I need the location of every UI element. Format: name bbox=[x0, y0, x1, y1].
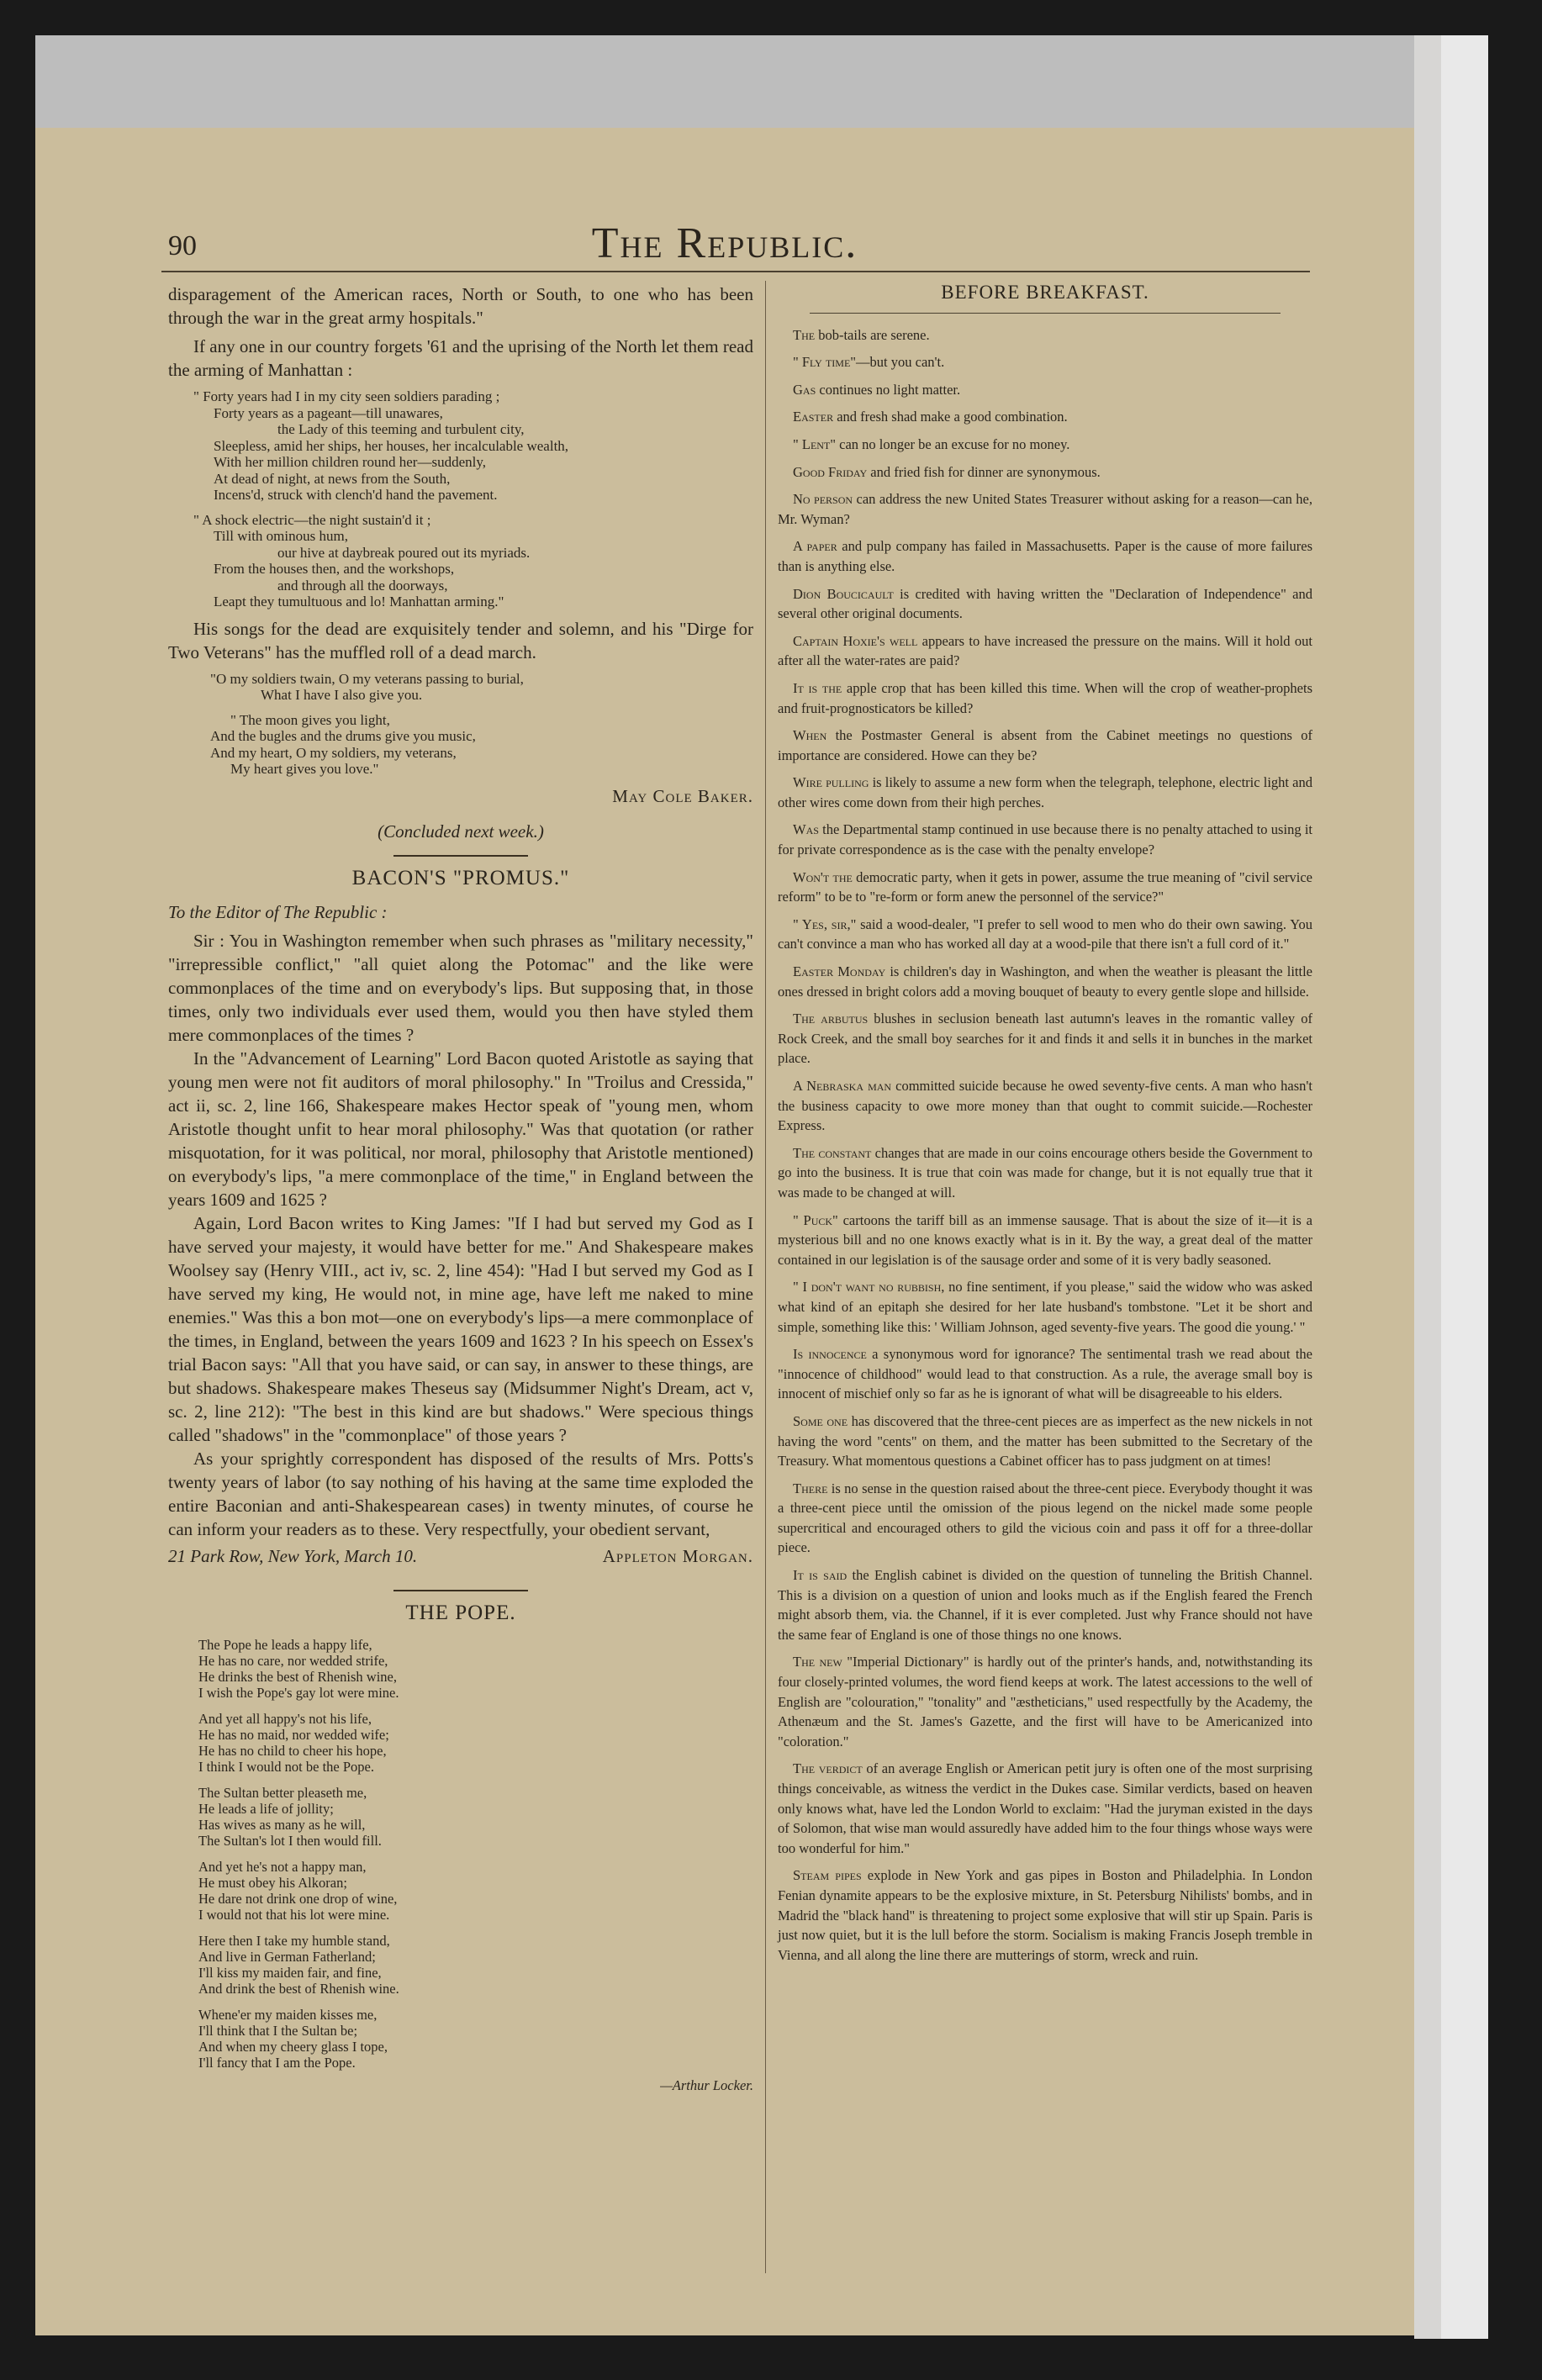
paragraph-item bbox=[778, 1344, 1312, 1404]
item-text: of an average English or American petit jury is often one of the most surprising things conceivable, as witness the verdict in the Dukes case. Similar verdicts, based on heaven only knows what, have led the London World to exclaim: "Had the juryman existed in the days of Solomon, that wise man would assuredly have added him to the four things whose ways were too wonderful for him." bbox=[778, 1760, 1312, 1856]
poem-line: And yet all happy's not his life, bbox=[198, 1710, 372, 1727]
signature: Appleton Morgan. bbox=[602, 1545, 753, 1566]
paragraph-list bbox=[778, 325, 1312, 1966]
poem-stanza bbox=[198, 1637, 753, 1701]
item-text: —but you can't. bbox=[856, 354, 945, 371]
poem-line: I wish the Pope's gay lot were mine. bbox=[198, 1684, 399, 1701]
poem-line: He has no maid, nor wedded wife; bbox=[198, 1726, 389, 1743]
lead-in: A paper bbox=[793, 538, 837, 555]
lead-in: Wire pulling bbox=[793, 774, 869, 791]
lead-in: " Yes, sir," bbox=[793, 916, 857, 932]
poem-line: our hive at daybreak poured out its myriads. bbox=[277, 544, 531, 561]
scan-border-top bbox=[35, 35, 1476, 128]
lead-in: Is innocence bbox=[793, 1346, 867, 1363]
paragraph-item bbox=[778, 325, 1312, 346]
poem-line: What I have I also give you. bbox=[261, 687, 423, 703]
lead-in: Easter Monday bbox=[793, 963, 886, 980]
poem-stanza bbox=[198, 1785, 753, 1849]
poem-stanza bbox=[198, 1711, 753, 1775]
scan-border-right-inner bbox=[1414, 35, 1441, 2339]
article-heading: THE POPE. bbox=[405, 1601, 516, 1624]
poem-line: At dead of night, at news from the South, bbox=[214, 470, 451, 487]
paragraph-item bbox=[778, 773, 1312, 812]
lead-in: Captain Hoxie's well bbox=[793, 632, 918, 649]
item-text: democratic party, when it gets in power, assume the true meaning of "civil service reform" to be to "re-form or form anew the personnel of the service?" bbox=[778, 868, 1312, 905]
poem-line: Incens'd, struck with clench'd hand the pavement. bbox=[214, 487, 498, 503]
item-text: appears to have increased the pressure on the mains. Will it hold out after all the water-rates are paid? bbox=[778, 632, 1312, 669]
lead-in: There bbox=[793, 1480, 828, 1496]
paragraph-item bbox=[778, 584, 1312, 624]
lead-in: Won't the bbox=[793, 868, 853, 885]
left-column bbox=[168, 282, 753, 2098]
item-text: no fine sentiment, if you please," said the widow who was asked what kind of an epitaph she desired for her late husband's tombstone. "Let it be short and simple, something like this: ' William Johnson, aged seventy-five years. The good die young.' " bbox=[778, 1279, 1312, 1335]
paragraph-item bbox=[778, 1143, 1312, 1203]
poem-line: I'll think that I the Sultan be; bbox=[198, 2022, 358, 2039]
item-text: and fresh shad make a good combination. bbox=[833, 409, 1068, 425]
paragraph-item bbox=[778, 1479, 1312, 1558]
item-text: can address the new United States Treasurer without asking for a reason—can he, Mr. Wyman? bbox=[778, 491, 1312, 527]
paragraph-item bbox=[778, 1412, 1312, 1471]
lead-in: No person bbox=[793, 491, 853, 508]
item-text: the Departmental stamp continued in use because there is no penalty attached to using it for private correspondence as is the case with the penalty envelope? bbox=[778, 821, 1312, 858]
poem-line: He dare not drink one drop of wine, bbox=[198, 1890, 398, 1907]
paragraph: Again, Lord Bacon writes to King James: "If I had but served my God as I have served your majesty, it would have better for me." And Shakespeare makes Woolsey say (Henry VIII., act iv, sc. 2, line 454): "Had I but served my God as I have served my king, He would not, in mine age, have left me naked to mine enemies." Was this a bon mot—one on everybody's lips—a mere commonplace of the times, in England, between the years 1609 and 1623 ? In his speech on Essex's trial Bacon says: "All that you have said, or can say, in answer to these things, are but shadows. Shakespeare makes Theseus say (Midsummer Night's Dream, act v, sc. 2, line 212): "The best in this kind are but shadows." Were specious things called "shadows" in the "commonplace" of those years ? bbox=[168, 1212, 753, 1445]
poem-line: And the bugles and the drums give you music, bbox=[210, 728, 476, 744]
poem-line: Sleepless, amid her ships, her houses, her incalculable wealth, bbox=[214, 437, 569, 454]
paragraph-item bbox=[778, 678, 1312, 718]
poem-line: And yet he's not a happy man, bbox=[198, 1858, 367, 1875]
item-text: "Imperial Dictionary" is hardly out of the printer's hands, and, notwithstanding its four closely-printed volumes, the word fiend keeps at work. The latest accessions to the well of English are "colouration," "tonality" and "æstheticians," used respectfully by the Academy, the Athenæum and the St. James's Gazette, and the first will have to be Americanized into "coloration." bbox=[778, 1654, 1312, 1749]
paragraph-item bbox=[778, 631, 1312, 671]
poem-line: I think I would not be the Pope. bbox=[198, 1758, 374, 1775]
paragraph-item bbox=[778, 820, 1312, 859]
item-text: is credited with having written the "Declaration of Independence" and several other original documents. bbox=[778, 585, 1312, 622]
newspaper-page bbox=[35, 128, 1414, 2335]
paragraph-item bbox=[778, 1211, 1312, 1270]
paragraph-item bbox=[778, 352, 1312, 372]
header-rule bbox=[161, 271, 1310, 272]
right-column bbox=[778, 279, 1312, 1972]
poem-line: He has no child to cheer his hope, bbox=[198, 1742, 387, 1759]
poem-author: —Arthur Locker. bbox=[660, 2077, 753, 2093]
poem-line: Whene'er my maiden kisses me, bbox=[198, 2006, 378, 2023]
lead-in: " Lent" bbox=[793, 435, 837, 452]
poem-excerpt bbox=[210, 671, 753, 778]
poem-stanza bbox=[198, 2007, 753, 2071]
item-text: said a wood-dealer, "I prefer to sell wood to men who do their own sawing. You can't convince a man who has worked all day at a wood-pile that there isn't a full cord of it." bbox=[778, 916, 1312, 953]
lead-in: The constant bbox=[793, 1144, 872, 1161]
item-text: the English cabinet is divided on the question of tunneling the British Channel. This is a division on a question of union and looks much as if the English feared the French might absorb them, via. the Channel, if it is ever completed. Just why France should not have the same fear of England is one of those things no one knows. bbox=[778, 1567, 1312, 1643]
paragraph-item bbox=[778, 1652, 1312, 1751]
lead-in: Dion Boucicault bbox=[793, 585, 894, 602]
poem-line: He leads a life of jollity; bbox=[198, 1800, 334, 1817]
intro-text: disparagement of the American races, North or South, to one who has been through the war in the great army hospitals." bbox=[168, 284, 753, 328]
column-heading: BEFORE BREAKFAST. bbox=[941, 282, 1149, 303]
item-text: continues no light matter. bbox=[816, 381, 961, 398]
paragraph-item bbox=[778, 1076, 1312, 1136]
paragraph: If any one in our country forgets '61 and the uprising of the North let them read the arming of Manhattan : bbox=[168, 336, 753, 380]
poem-line: He has no care, nor wedded strife, bbox=[198, 1652, 388, 1669]
heading-rule bbox=[810, 313, 1281, 314]
separator-rule bbox=[393, 1590, 528, 1591]
paragraph-item bbox=[778, 489, 1312, 529]
poem-excerpt bbox=[193, 388, 753, 610]
item-text: cartoons the tariff bill as an immense sausage. That is about the size of it—it is a mysterious bill and no one knows exactly what is in it. By the way, a great deal of the matter contained in our legislation is of the sausage order and some of it is very badly seasoned. bbox=[778, 1211, 1312, 1268]
lead-in: Steam pipes bbox=[793, 1867, 862, 1884]
paragraph-item bbox=[778, 1277, 1312, 1337]
lead-in: The verdict bbox=[793, 1760, 863, 1777]
poem-line: " The moon gives you light, bbox=[230, 711, 390, 728]
poem-line: Till with ominous hum, bbox=[214, 528, 348, 544]
poem-line: I'll fancy that I am the Pope. bbox=[198, 2054, 356, 2071]
lead-in: Gas bbox=[793, 381, 816, 398]
paragraph: As your sprightly correspondent has disposed of the results of Mrs. Potts's twenty years of labor (to say nothing of his having at the same time exploded the entire Baconian and anti-Shakespearean cases) in twenty minutes, of course he can inform your readers as to these. Very respectfully, your obedient servant, bbox=[168, 1448, 753, 1539]
paragraph-item bbox=[778, 462, 1312, 483]
poem-line: "O my soldiers twain, O my veterans passing to burial, bbox=[210, 670, 524, 687]
paragraph: His songs for the dead are exquisitely tender and solemn, and his "Dirge for Two Veterans" has the muffled roll of a dead march. bbox=[168, 618, 753, 662]
continuation-note: (Concluded next week.) bbox=[378, 821, 544, 842]
item-text: blushes in seclusion beneath last autumn's leaves in the romantic valley of Rock Creek, and the small boy searches for it and finds it and sells it in bunches in the market place. bbox=[778, 1011, 1312, 1067]
lead-in: It is said bbox=[793, 1567, 848, 1584]
lead-in: Good Friday bbox=[793, 463, 868, 480]
poem-line: And live in German Fatherland; bbox=[198, 1948, 376, 1965]
poem-line: Here then I take my humble stand, bbox=[198, 1932, 390, 1949]
poem-line: And when my cheery glass I tope, bbox=[198, 2038, 388, 2055]
poem-line: The Sultan's lot I then would fill. bbox=[198, 1832, 382, 1849]
poem-the-pope bbox=[198, 1637, 753, 2071]
item-text: committed suicide because he owed seventy-five cents. A man who hasn't the business capacity to owe more money than that ought to commit suicide.—Rochester Express. bbox=[778, 1078, 1312, 1134]
lead-in: Easter bbox=[793, 409, 834, 425]
paragraph-item bbox=[778, 407, 1312, 427]
lead-in: It is the bbox=[793, 679, 842, 696]
lead-in: Was bbox=[793, 821, 819, 838]
item-text: bob-tails are serene. bbox=[815, 326, 930, 343]
poem-line: And drink the best of Rhenish wine. bbox=[198, 1980, 399, 1997]
item-text: the Postmaster General is absent from the Cabinet meetings no questions of importance are considered. Howe can they be? bbox=[778, 727, 1312, 763]
poem-line: And my heart, O my soldiers, my veterans, bbox=[210, 744, 457, 761]
paragraph-item bbox=[778, 380, 1312, 400]
article-heading: BACON'S "PROMUS." bbox=[351, 866, 570, 889]
lead-in: Some one bbox=[793, 1412, 848, 1429]
address-date: 21 Park Row, New York, March 10. bbox=[168, 1545, 418, 1566]
paragraph-item bbox=[778, 1759, 1312, 1858]
lead-in: " Fly time" bbox=[793, 354, 857, 371]
poem-line: " A shock electric—the night sustain'd it ; bbox=[193, 511, 431, 528]
lead-in: " Puck" bbox=[793, 1211, 838, 1228]
lead-in: A Nebraska man bbox=[793, 1078, 892, 1094]
paragraph-item bbox=[778, 435, 1312, 455]
paragraph-item bbox=[778, 1565, 1312, 1644]
poem-line: He drinks the best of Rhenish wine, bbox=[198, 1668, 398, 1685]
item-text: apple crop that has been killed this time. When will the crop of weather-prophets and fruit-prognosticators be killed? bbox=[778, 679, 1312, 716]
poem-line: I'll kiss my maiden fair, and fine, bbox=[198, 1964, 382, 1981]
item-text: and fried fish for dinner are synonymous. bbox=[867, 463, 1101, 480]
poem-line: My heart gives you love." bbox=[230, 761, 379, 777]
lead-in: The bbox=[793, 326, 816, 343]
poem-line: Forty years as a pageant—till unawares, bbox=[214, 404, 443, 421]
item-text: changes that are made in our coins encourage others beside the Government to go into the business. It is true that coin was made for change, but it is not equally true that it was made to be changed at will. bbox=[778, 1144, 1312, 1201]
paragraph: In the "Advancement of Learning" Lord Bacon quoted Aristotle as saying that young men were not fit auditors of moral philosophy." In "Troilus and Cressida," act ii, sc. 2, line 166, Shakespeare makes Hector speak of "young men, whom Aristotle thought unfit to hear moral philosophy." Was that quotation (or rather misquotation, for it was political, nor moral, philosophy that Aristotle mentioned) on everybody's lips, "a mere commonplace of the time," in England between the years 1609 and 1625 ? bbox=[168, 1048, 753, 1210]
dateline bbox=[168, 1544, 753, 1568]
salutation: To the Editor of The Republic : bbox=[168, 901, 388, 922]
poem-line: He must obey his Alkoran; bbox=[198, 1874, 347, 1891]
lead-in: " I don't want no rubbish, bbox=[793, 1279, 945, 1296]
poem-line: The Pope he leads a happy life, bbox=[198, 1636, 372, 1653]
poem-line: and through all the doorways, bbox=[277, 577, 448, 594]
poem-line: the Lady of this teeming and turbulent city, bbox=[277, 421, 525, 437]
poem-line: With her million children round her—suddenly, bbox=[214, 454, 486, 470]
poem-line: " Forty years had I in my city seen soldiers parading ; bbox=[193, 388, 500, 404]
column-rule bbox=[765, 281, 766, 2273]
masthead-title: The Republic. bbox=[591, 219, 858, 267]
separator-rule bbox=[393, 855, 528, 857]
paragraph-item bbox=[778, 536, 1312, 576]
poem-line: Has wives as many as he will, bbox=[198, 1816, 366, 1833]
page-number: 90 bbox=[168, 230, 197, 261]
poem-stanza bbox=[198, 1859, 753, 1923]
lead-in: The arbutus bbox=[793, 1011, 869, 1027]
poem-line: From the houses then, and the workshops, bbox=[214, 561, 455, 577]
lead-in: The new bbox=[793, 1654, 842, 1670]
paragraph-item bbox=[778, 915, 1312, 954]
item-text: is likely to assume a new form when the telegraph, telephone, electric light and other wires come down from their high perches. bbox=[778, 774, 1312, 810]
item-text: can no longer be an excuse for no money. bbox=[836, 435, 1070, 452]
paragraph-item bbox=[778, 726, 1312, 765]
poem-line: Leapt they tumultuous and lo! Manhattan arming." bbox=[214, 594, 504, 610]
item-text: is children's day in Washington, and when the weather is pleasant the little ones dressed in bright colors add a moving bouquet of beauty to every gentle slope and hillside. bbox=[778, 963, 1313, 1000]
paragraph-item bbox=[778, 868, 1312, 907]
paragraph-item bbox=[778, 1865, 1312, 1965]
item-text: a synonymous word for ignorance? The sentimental trash we read about the "innocence of childhood" would lead to that construction. As a rule, the average small boy is innocent of mischief only so far as he is ignorant of what will be disagreeable to his elders. bbox=[778, 1346, 1312, 1402]
item-text: is no sense in the question raised about the three-cent piece. Everybody thought it was a three-cent piece until the omission of the pious legend on the nickel made some people supercritical and encouraged others to gild the vicious coin and pass it off for a three-dollar piece. bbox=[778, 1480, 1312, 1556]
poem-line: The Sultan better pleaseth me, bbox=[198, 1784, 367, 1801]
signature: May Cole Baker. bbox=[612, 785, 753, 806]
scan-border-right bbox=[1441, 35, 1488, 2339]
paragraph: Sir : You in Washington remember when such phrases as "military necessity," "irrepressible conflict," "all quiet along the Potomac" and the like were commonplaces of the time and on everybody's lips. But supposing that, in those times, only two individuals ever used them, would you then have styled them mere commonplaces of the times ? bbox=[168, 930, 753, 1045]
paragraph-item bbox=[778, 962, 1312, 1001]
poem-stanza bbox=[198, 1933, 753, 1997]
item-text: has discovered that the three-cent pieces are as imperfect as the new nickels in not having the word "cents" on them, and the matter has been submitted to the Secretary of the Treasury. What momentous questions a Cabinet officer has to pass judgment on at times! bbox=[778, 1412, 1312, 1470]
poem-line: I would not that his lot were mine. bbox=[198, 1906, 390, 1923]
lead-in: When bbox=[793, 727, 827, 744]
item-text: and pulp company has failed in Massachusetts. Paper is the cause of more failures than is anything else. bbox=[778, 538, 1312, 574]
paragraph-item bbox=[778, 1009, 1312, 1069]
item-text: explode in New York and gas pipes in Boston and Philadelphia. In London Fenian dynamite appears to be the explosive mixture, in St. Petersburg Nihilists' bombs, and in Madrid the "black hand" is threatening to project some explosive that will stir up Spain. Paris is just now quiet, but it is the lull before the storm. Socialism is making Francis Joseph tremble in Vienna, and all along the line there are mutterings of storm, wreck and ruin. bbox=[778, 1867, 1312, 1963]
